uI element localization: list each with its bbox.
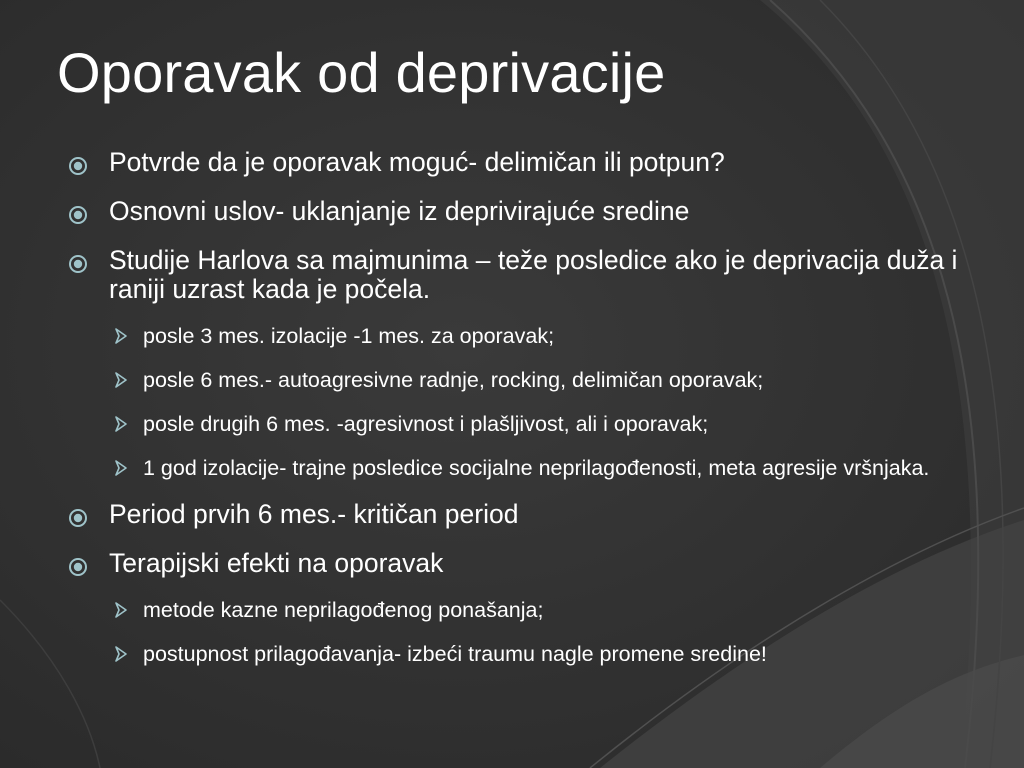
sub-list-item (68, 598, 988, 622)
list-item-text: 1 god izolacije- trajne posledice socijalne neprilagođenosti, meta agresije vršnjaka. (143, 456, 930, 480)
list-item-text: Osnovni uslov- uklanjanje iz deprivirajuće sredine (109, 196, 690, 226)
list-item-text: Potvrde da je oporavak moguć- delimičan ili potpun? (109, 147, 725, 177)
arrowhead-icon (113, 326, 129, 346)
sub-list-item (68, 642, 988, 666)
arrowhead-icon (113, 414, 129, 434)
sub-list-item (68, 412, 988, 436)
arrowhead-icon (113, 600, 129, 620)
arrowhead-icon (113, 458, 129, 478)
list-item-text: posle drugih 6 mes. -agresivnost i plašljivost, ali i oporavak; (143, 412, 709, 436)
slide-title: Oporavak od deprivacije (57, 41, 666, 104)
sub-list-item (68, 456, 988, 480)
list-item (68, 500, 988, 529)
sub-list-item (68, 324, 988, 348)
list-item-text: Period prvih 6 mes.- kritičan period (109, 499, 519, 529)
bullet-list (68, 148, 988, 686)
arrowhead-icon (113, 644, 129, 664)
sub-list-item (68, 368, 988, 392)
target-circle-icon (68, 153, 88, 173)
list-item-text: posle 6 mes.- autoagresivne radnje, rocking, delimičan oporavak; (143, 368, 764, 392)
target-circle-icon (68, 554, 88, 574)
list-item-text: Studije Harlova sa majmunima – teže posledice ako je deprivacija duža i raniji uzrast kada je počela. (109, 245, 958, 304)
target-circle-icon (68, 505, 88, 525)
list-item (68, 197, 988, 226)
list-item-text: posle 3 mes. izolacije -1 mes. za oporavak; (143, 324, 555, 348)
list-item-text: Terapijski efekti na oporavak (109, 548, 444, 578)
arrowhead-icon (113, 370, 129, 390)
list-item (68, 549, 988, 578)
list-item (68, 246, 988, 304)
list-item (68, 148, 988, 177)
list-item-text: postupnost prilagođavanja- izbeći traumu nagle promene sredine! (143, 642, 767, 666)
list-item-text: metode kazne neprilagođenog ponašanja; (143, 598, 544, 622)
target-circle-icon (68, 251, 88, 271)
target-circle-icon (68, 202, 88, 222)
